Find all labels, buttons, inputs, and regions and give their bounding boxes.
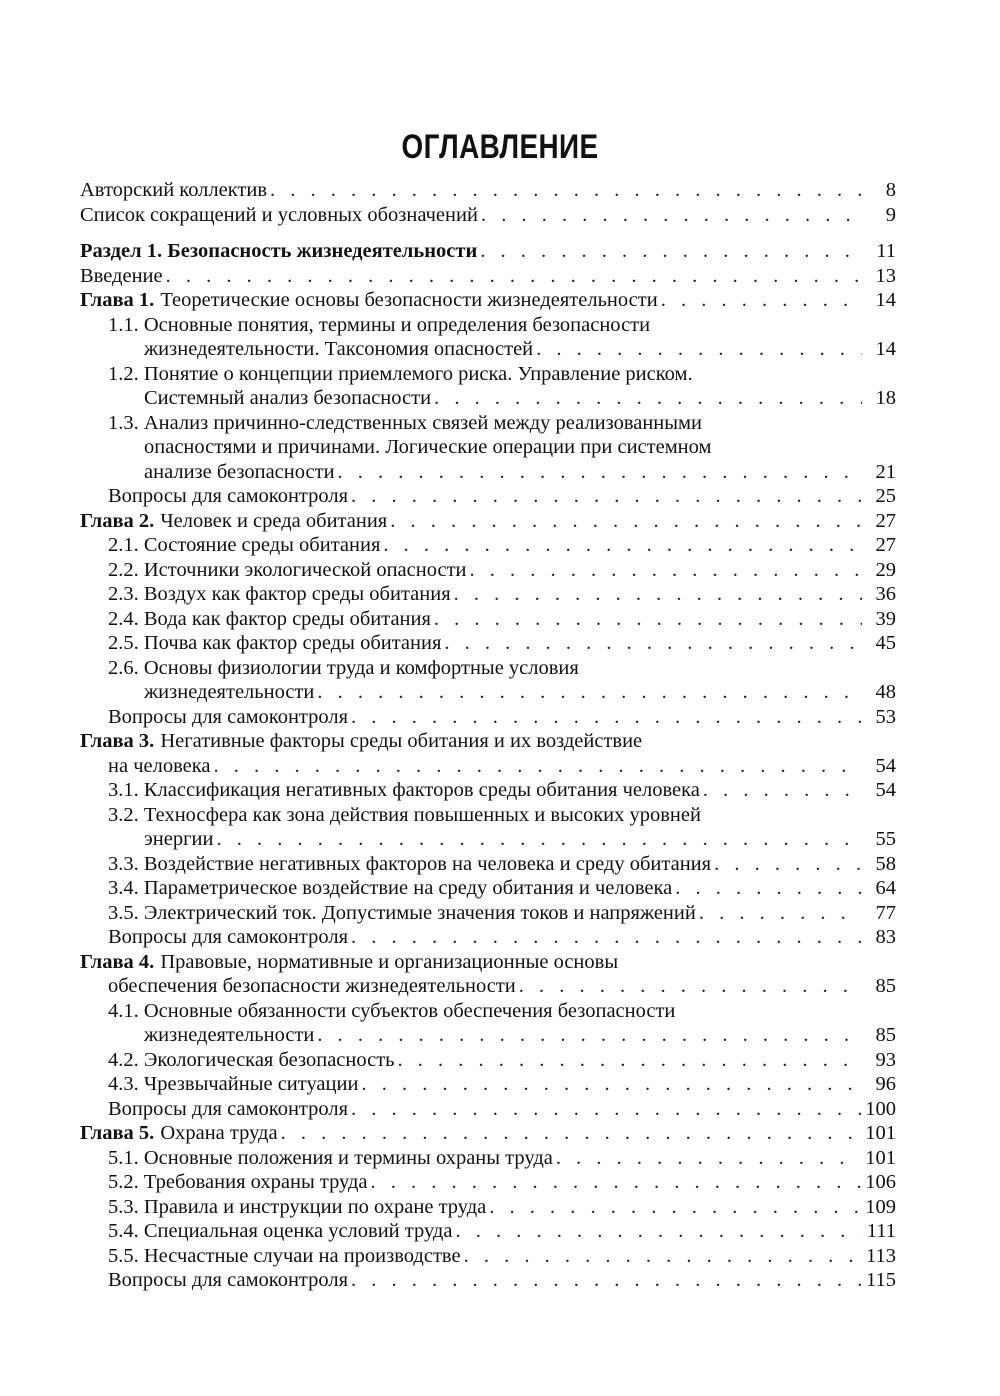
toc-entry-line [80,239,896,264]
dot-leader [489,1195,861,1220]
toc-entry-title: опасностями и причинами. Логические операции при системном [144,436,712,458]
toc-entry-line [80,1023,896,1048]
dot-leader [703,778,862,803]
dot-leader [317,1023,862,1048]
toc-entry-line [80,533,896,558]
toc-entry-title: 2.5. Почва как фактор среды обитания [108,632,442,654]
page-number: 29 [875,558,896,581]
toc-entry-line [80,582,896,607]
page-number: 14 [875,338,896,360]
dot-leader [351,1268,862,1293]
toc-entry[interactable] [80,1268,896,1293]
page-number: 85 [875,975,896,997]
toc-entry-line [80,1244,896,1269]
toc-entry-line [80,950,896,975]
page-number: 96 [875,1073,896,1095]
toc-entry-title: Вопросы для самоконтроля [108,705,349,728]
toc-entry-line [80,901,896,926]
toc-entry-line [80,1195,896,1220]
toc-entry-line [80,852,896,877]
toc-entry-title: Вопросы для самоконтроля [108,926,349,948]
toc-entry-line [80,558,896,583]
toc-entry-line [80,925,896,950]
toc-entry-title: 2.2. Источники экологической опасности [108,558,467,581]
toc-entry-line [80,1219,896,1244]
toc-entry-title: жизнедеятельности [144,681,315,703]
toc-entry-title: Вопросы для самоконтроля [108,1269,349,1291]
page-number: 109 [865,1195,896,1218]
page-number: 27 [875,534,896,556]
toc-entry-title: Системный анализ безопасности [144,387,432,409]
toc-entry-title: 5.2. Требования охраны труда [108,1171,368,1193]
toc-entry[interactable] [80,852,896,877]
page-number: 101 [865,1146,896,1169]
page-number: 39 [875,607,896,630]
dot-leader [464,1244,862,1269]
toc-entry-title: жизнедеятельности. Таксономия опасностей [144,338,534,360]
page-number: 101 [865,1122,896,1144]
page-number: 54 [875,754,896,777]
dot-leader [351,705,862,730]
toc-entry[interactable] [80,631,896,656]
toc-entry[interactable] [80,1121,896,1146]
toc-entry[interactable] [80,925,896,950]
page-number: 53 [875,705,896,728]
toc-entry-line [80,203,896,228]
toc-entry[interactable] [80,1072,896,1097]
page-number: 77 [875,901,896,924]
toc-entry-line [80,1170,896,1195]
toc-entry-line [80,460,896,485]
dot-leader [361,1072,862,1097]
dot-leader [338,460,862,485]
toc-entry-title: 2.6. Основы физиологии труда и комфортные условия [108,656,579,679]
chapter-label: Глава 5. [80,1122,155,1144]
toc-entry-title: Вопросы для самоконтроля [108,485,349,507]
page-number: 8 [885,179,896,201]
page-number: 64 [875,877,896,899]
toc-entry-line [80,1146,896,1171]
page-number: 45 [875,632,896,654]
dot-leader [481,203,862,228]
toc-entry-line [80,827,896,852]
chapter-label: Глава 1. [80,289,155,311]
page-number: 58 [875,852,896,875]
chapter-label: Глава 4. [80,950,155,973]
toc-entry-title: энергии [144,828,214,850]
toc-entry[interactable] [80,533,896,558]
page-number: 9 [885,203,896,226]
toc-entry[interactable] [80,558,896,583]
toc-entry-line [80,680,896,705]
page-number: 93 [875,1048,896,1071]
dot-leader [454,582,862,607]
page-number: 83 [875,926,896,948]
toc-entry[interactable] [80,509,896,534]
dot-leader [556,1146,861,1171]
page-number: 25 [875,485,896,507]
toc-entry-title: Раздел 1. Безопасность жизнедеятельности [80,240,478,262]
page-title: ОГЛАВЛЕНИЕ [401,128,599,166]
dot-leader [383,533,862,558]
toc-entry[interactable] [80,1244,896,1269]
toc-entry-title: 2.3. Воздух как фактор среды обитания [108,583,451,605]
toc-entry[interactable] [80,705,896,730]
toc-entry[interactable] [80,178,896,203]
toc-entry-line [80,1097,896,1122]
toc-entry[interactable] [80,803,896,852]
dot-leader [480,239,862,264]
dot-leader [444,631,862,656]
toc-entry[interactable] [80,1048,896,1073]
toc-entry-line [80,607,896,632]
toc-entry-line [80,411,896,436]
toc-entry-title: 1.3. Анализ причинно-следственных связей между реализованными [108,411,702,434]
toc-entry-line [80,1121,896,1146]
toc-entry[interactable] [80,582,896,607]
dot-leader [371,1170,862,1195]
toc-entry-line [80,1268,896,1293]
toc-entry-title: Теоретические основы безопасности жизнедеятельности [160,289,658,311]
dot-leader [214,754,863,779]
toc-entry-title: анализе безопасности [144,460,335,483]
toc-entry-line [80,974,896,999]
page-number: 21 [875,460,896,483]
page-number: 85 [875,1024,896,1046]
toc-entry-line [80,631,896,656]
page-number: 14 [875,289,896,311]
toc-entry-line [80,362,896,387]
toc-entry[interactable] [80,656,896,705]
page-number: 115 [866,1269,896,1291]
toc-entry-title: Список сокращений и условных обозначений [80,203,478,226]
page-number: 18 [875,387,896,409]
toc-entry-line [80,484,896,509]
dot-leader [519,974,862,999]
dot-leader [216,827,862,852]
toc-entry-line [80,656,896,681]
toc-entry-title: 5.4. Специальная оценка условий труда [108,1220,453,1242]
page-number: 11 [876,240,896,262]
chapter-label: Глава 3. [80,730,155,752]
toc-entry[interactable] [80,1219,896,1244]
page-number: 100 [865,1097,896,1120]
toc-entry[interactable] [80,362,896,411]
toc-entry-title: Введение [80,264,163,287]
page-number: 111 [866,1220,896,1242]
toc-entry-line [80,509,896,534]
toc-entry-line [80,705,896,730]
toc-entry-title: Авторский коллектив [80,179,268,201]
toc-entry[interactable] [80,239,896,264]
toc-entry[interactable] [80,264,896,289]
toc-entry-title: Негативные факторы среды обитания и их воздействие [160,730,643,752]
toc-entry[interactable] [80,901,896,926]
toc-entry-title: 1.1. Основные понятия, термины и определения безопасности [108,313,651,336]
toc-entry-line [80,876,896,901]
toc-entry[interactable] [80,203,896,228]
dot-leader [166,264,862,289]
toc-entry[interactable] [80,876,896,901]
toc-entry[interactable] [80,1170,896,1195]
toc-entry[interactable] [80,729,896,778]
toc-entry[interactable] [80,778,896,803]
toc-entry[interactable] [80,484,896,509]
toc-entry[interactable] [80,607,896,632]
toc-entry-title: 2.1. Состояние среды обитания [108,534,381,556]
dot-leader [675,876,862,901]
toc-entry-title: 4.3. Чрезвычайные ситуации [108,1073,359,1095]
page-number: 55 [875,828,896,850]
dot-leader [536,337,862,362]
toc-entry-line [80,264,896,289]
page-number: 36 [875,583,896,605]
toc-entry-title: 4.1. Основные обязанности субъектов обеспечения безопасности [108,999,676,1022]
dot-leader [434,386,862,411]
dot-leader [281,1121,862,1146]
toc-entry-title: Правовые, нормативные и организационные основы [160,950,619,973]
toc-entry-title: 2.4. Вода как фактор среды обитания [108,607,431,630]
dot-leader [317,680,862,705]
toc-entry[interactable] [80,999,896,1048]
dot-leader [661,288,862,313]
page-number: 113 [866,1244,896,1267]
dot-leader [455,1219,862,1244]
toc-entry-title: на человека [108,754,211,777]
toc-entry-line [80,729,896,754]
toc-entry-title: 1.2. Понятие о концепции приемлемого риска. Управление риском. [108,362,693,385]
toc-entry[interactable] [80,1146,896,1171]
toc-entry[interactable] [80,1195,896,1220]
toc-entry-title: жизнедеятельности [144,1024,315,1046]
toc-entry-title: 5.5. Несчастные случаи на производстве [108,1244,461,1267]
dot-leader [699,901,862,926]
toc-entry-line [80,178,896,203]
dot-leader [351,1097,861,1122]
toc-entry[interactable] [80,1097,896,1122]
toc-entry-title: Охрана труда [160,1122,278,1144]
page-number: 106 [865,1171,896,1193]
toc-entry[interactable] [80,950,896,999]
toc-entry-title: 3.2. Техносфера как зона действия повышенных и высоких уровней [108,803,701,826]
dot-leader [351,484,862,509]
toc-entry-line [80,754,896,779]
toc-entry-line [80,288,896,313]
dot-leader [434,607,862,632]
dot-leader [714,852,862,877]
page-number: 48 [875,681,896,703]
page-number: 27 [875,509,896,532]
toc-entry-title: 3.5. Электрический ток. Допустимые значения токов и напряжений [108,901,696,924]
toc-entry-title: 3.4. Параметрическое воздействие на среду обитания и человека [108,877,673,899]
toc-entry-title: 5.3. Правила и инструкции по охране труда [108,1195,487,1218]
toc-entry-line [80,1072,896,1097]
page-number: 54 [875,779,896,801]
dot-leader [470,558,862,583]
dot-leader [351,925,862,950]
toc-entry-line [80,803,896,828]
toc-entry-title: 5.1. Основные положения и термины охраны труда [108,1146,553,1169]
toc-entry-line [80,337,896,362]
chapter-label: Глава 2. [80,509,155,532]
page-number: 13 [875,264,896,287]
toc-entry[interactable] [80,411,896,485]
toc-entry-line [80,435,896,460]
toc-entry-title: 4.2. Экологическая безопасность [108,1048,395,1071]
toc-entry-title: обеспечения безопасности жизнедеятельности [108,975,516,997]
dot-leader [390,509,862,534]
toc-entry-line [80,778,896,803]
toc-entry-title: 3.3. Воздействие негативных факторов на человека и среду обитания [108,852,712,875]
toc-entry-line [80,999,896,1024]
toc-entry-title: 3.1. Классификация негативных факторов среды обитания человека [108,779,700,801]
dot-leader [398,1048,862,1073]
toc-entry[interactable] [80,288,896,313]
toc-entry-line [80,1048,896,1073]
table-of-contents [80,178,896,1293]
toc-entry-line [80,386,896,411]
dot-leader [270,178,862,203]
toc-entry-title: Вопросы для самоконтроля [108,1097,349,1120]
toc-entry-line [80,313,896,338]
toc-entry-title: Человек и среда обитания [160,509,388,532]
toc-entry[interactable] [80,313,896,362]
